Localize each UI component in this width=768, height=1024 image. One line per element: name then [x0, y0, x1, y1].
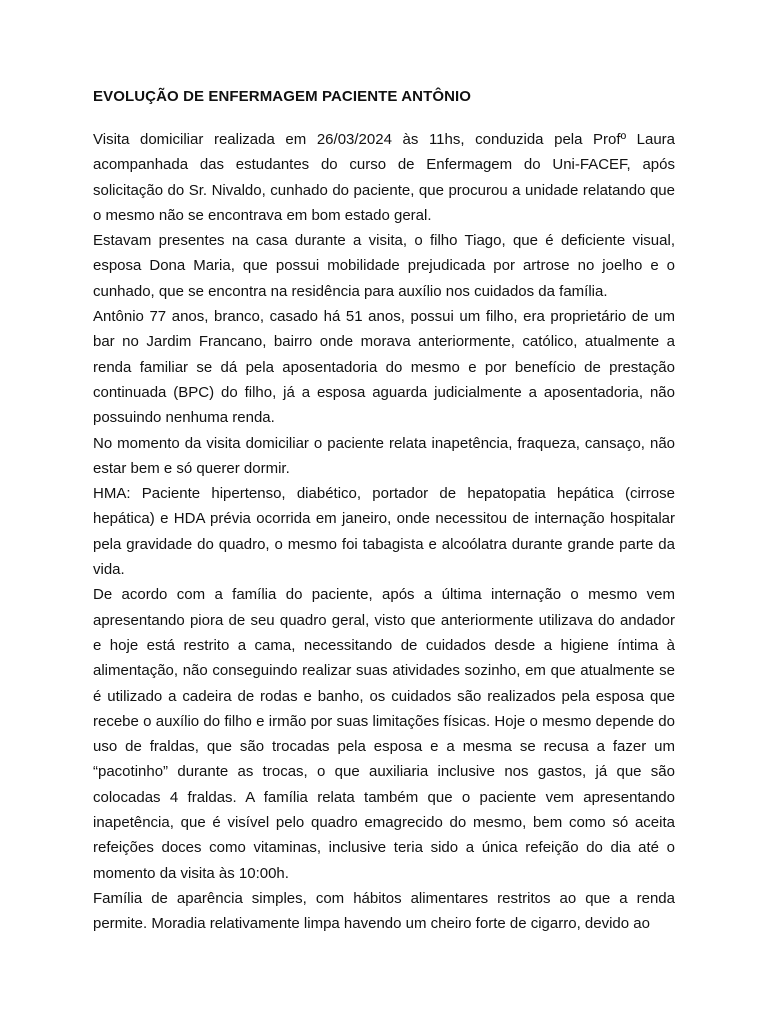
document-title: EVOLUÇÃO DE ENFERMAGEM PACIENTE ANTÔNIO — [93, 88, 472, 105]
paragraph-queixas: No momento da visita domiciliar o paciente relata inapetência, fraqueza, cansaço, não estar bem e só querer dormir. — [93, 434, 675, 477]
paragraph-moradia: Família de aparência simples, com hábitos alimentares restritos ao que a renda permite. Moradia relativamente limpa havendo um cheiro forte de cigarro, devido ao — [93, 889, 675, 933]
paragraph-hma: HMA: Paciente hipertenso, diabético, portador de hepatopatia hepática (cirrose hepática) e HDA prévia ocorrida em janeiro, onde necessitou de internação hospitalar pela gravidade do quadro, o mesmo foi tabagista e alcoólatra durante grande parte da vida. — [93, 485, 675, 579]
paragraph-visit: Visita domiciliar realizada em 26/03/2024 às 11hs, conduzida pela Profº Laura acompanhada das estudantes do curso de Enfermagem do Uni-FACEF, após solicitação do Sr. Nivaldo, cunhado do paciente, que procurou a unidade relatando que o mesmo não se encontrava em bom estado geral. — [93, 131, 675, 224]
paragraph-presentes: Estavam presentes na casa durante a visita, o filho Tiago, que é deficiente visual, esposa Dona Maria, que possui mobilidade prejudicada por artrose no joelho e o cunhado, que se encontra na residência para auxílio nos cuidados da família. — [93, 232, 675, 300]
paragraph-identificacao: Antônio 77 anos, branco, casado há 51 anos, possui um filho, era proprietário de um bar no Jardim Francano, bairro onde morava anteriormente, católico, atualmente a renda familiar se dá pela aposentadoria do mesmo e por benefício de prestação continuada (BPC) do filho, já a esposa aguarda judicialmente a aposentadoria, não possuindo nenhuma renda. — [93, 308, 675, 427]
paragraph-relato-familia: De acordo com a família do paciente, após a última internação o mesmo vem apresentando piora de seu quadro geral, visto que anteriormente utilizava do andador e hoje está restrito a cama, necessitando de cuidados desde a higiene íntima à alimentação, não conseguindo realizar suas atividades sozinho, em que atualmente se é utilizado a cadeira de rodas e banho, os cuidados são realizados pela esposa que recebe o auxílio do filho e irmão por suas limitações físicas. Hoje o mesmo depende do uso de fraldas, que são trocadas pela esposa e a mesma se recusa a fazer um “pacotinho” durante as trocas, o que auxiliaria inclusive nos gastos, já que são colocadas 4 fraldas. A família relata também que o paciente vem apresentando inapetência, que é visível pelo quadro emagrecido do mesmo, bem como só aceita refeições doces como vitaminas, inclusive teria sido a única refeição do dia até o momento da visita às 10:00h. — [93, 586, 675, 882]
